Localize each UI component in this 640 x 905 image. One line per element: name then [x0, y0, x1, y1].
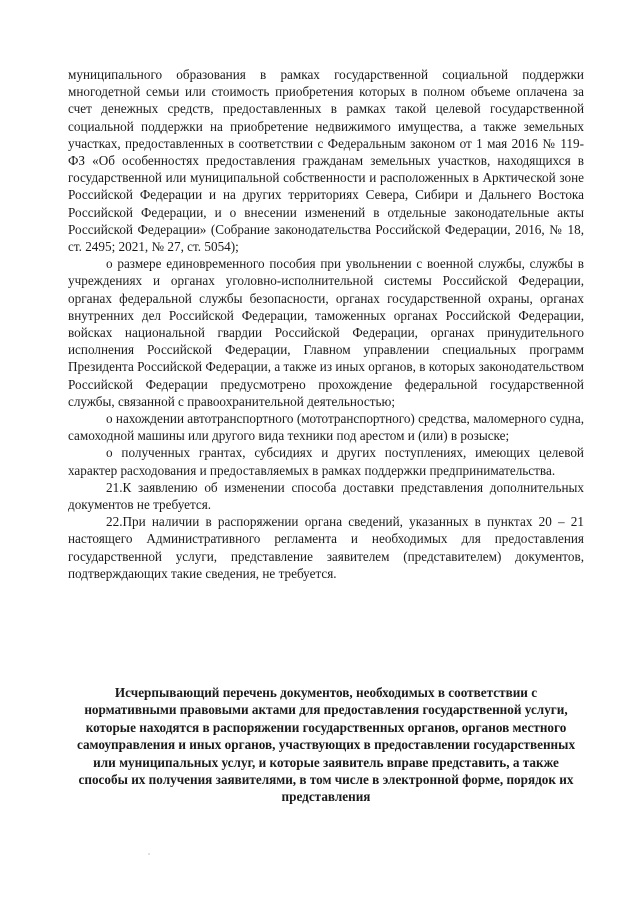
section-heading	[68, 684, 584, 806]
paragraph-item-21: 21.К заявлению об изменении способа доставки представления дополнительных документов не требуется.	[68, 479, 584, 513]
paragraph-item-22: 22.При наличии в распоряжении органа сведений, указанных в пунктах 20 – 21 настоящего Административного регламента и необходимых для предоставления государственной услуги, представление заявителем (представителем) документов, подтверждающих такие сведения, не требуется.	[68, 514, 584, 581]
section-heading-text: Исчерпывающий перечень документов, необходимых в соответствии с нормативными правовыми актами для предоставления государственной услуги, которые находятся в распоряжении государственных органов, органов местного самоуправления и иных органов, участвующих в предоставлении государственных или муниципальных услуг, и которые заявитель вправе представить, а также способы их получения заявителями, в том числе в электронной форме, порядок их представления	[76, 685, 576, 805]
body-text	[68, 66, 584, 582]
scan-speck	[148, 853, 150, 855]
paragraph-severance-pay: о размере единовременного пособия при увольнении с военной службы, службы в учреждениях и органах уголовно-исполнительной системы Российской Федерации, органах федеральной службы безопасности, органах государственной охраны, органах внутренних дел Российской Федерации, таможенных органах Российской Федерации, войсках национальной гвардии Российской Федерации, органах принудительного исполнения Российской Федерации, Главном управлении специальных программ Президента Российской Федерации, а также из иных органов, в которых законодательством Российской Федерации предусмотрено прохождение федеральной государственной службы, связанной с правоохранительной деятельностью;	[68, 256, 584, 409]
paragraph-vehicle-arrest: о нахождении автотранспортного (мототранспортного) средства, маломерного судна, самоходной машины или другого вида техники под арестом и (или) в розыске;	[68, 411, 584, 444]
paragraph-grants: о полученных грантах, субсидиях и других поступлениях, имеющих целевой характер расходования и предоставляемых в рамках поддержки предпринимательства.	[68, 445, 584, 478]
paragraph-continuation: муниципального образования в рамках государственной социальной поддержки многодетной семьи или стоимость приобретения которых в полном объеме оплачена за счет денежных средств, предоставленных в рамках такой целевой государственной социальной поддержки на приобретение недвижимого имущества, а также земельных участках, предоставленных в соответствии с Федеральным законом от 1 мая 2016 № 119-ФЗ «Об особенностях предоставления гражданам земельных участков, находящихся в государственной или муниципальной собственности и расположенных в Арктической зоне Российской Федерации и на других территориях Севера, Сибири и Дальнего Востока Российской Федерации, и о внесении изменений в отдельные законодательные акты Российской Федерации» (Собрание законодательства Российской Федерации, 2016, № 18, ст. 2495; 2021, № 27, ст. 5054);	[68, 67, 584, 255]
